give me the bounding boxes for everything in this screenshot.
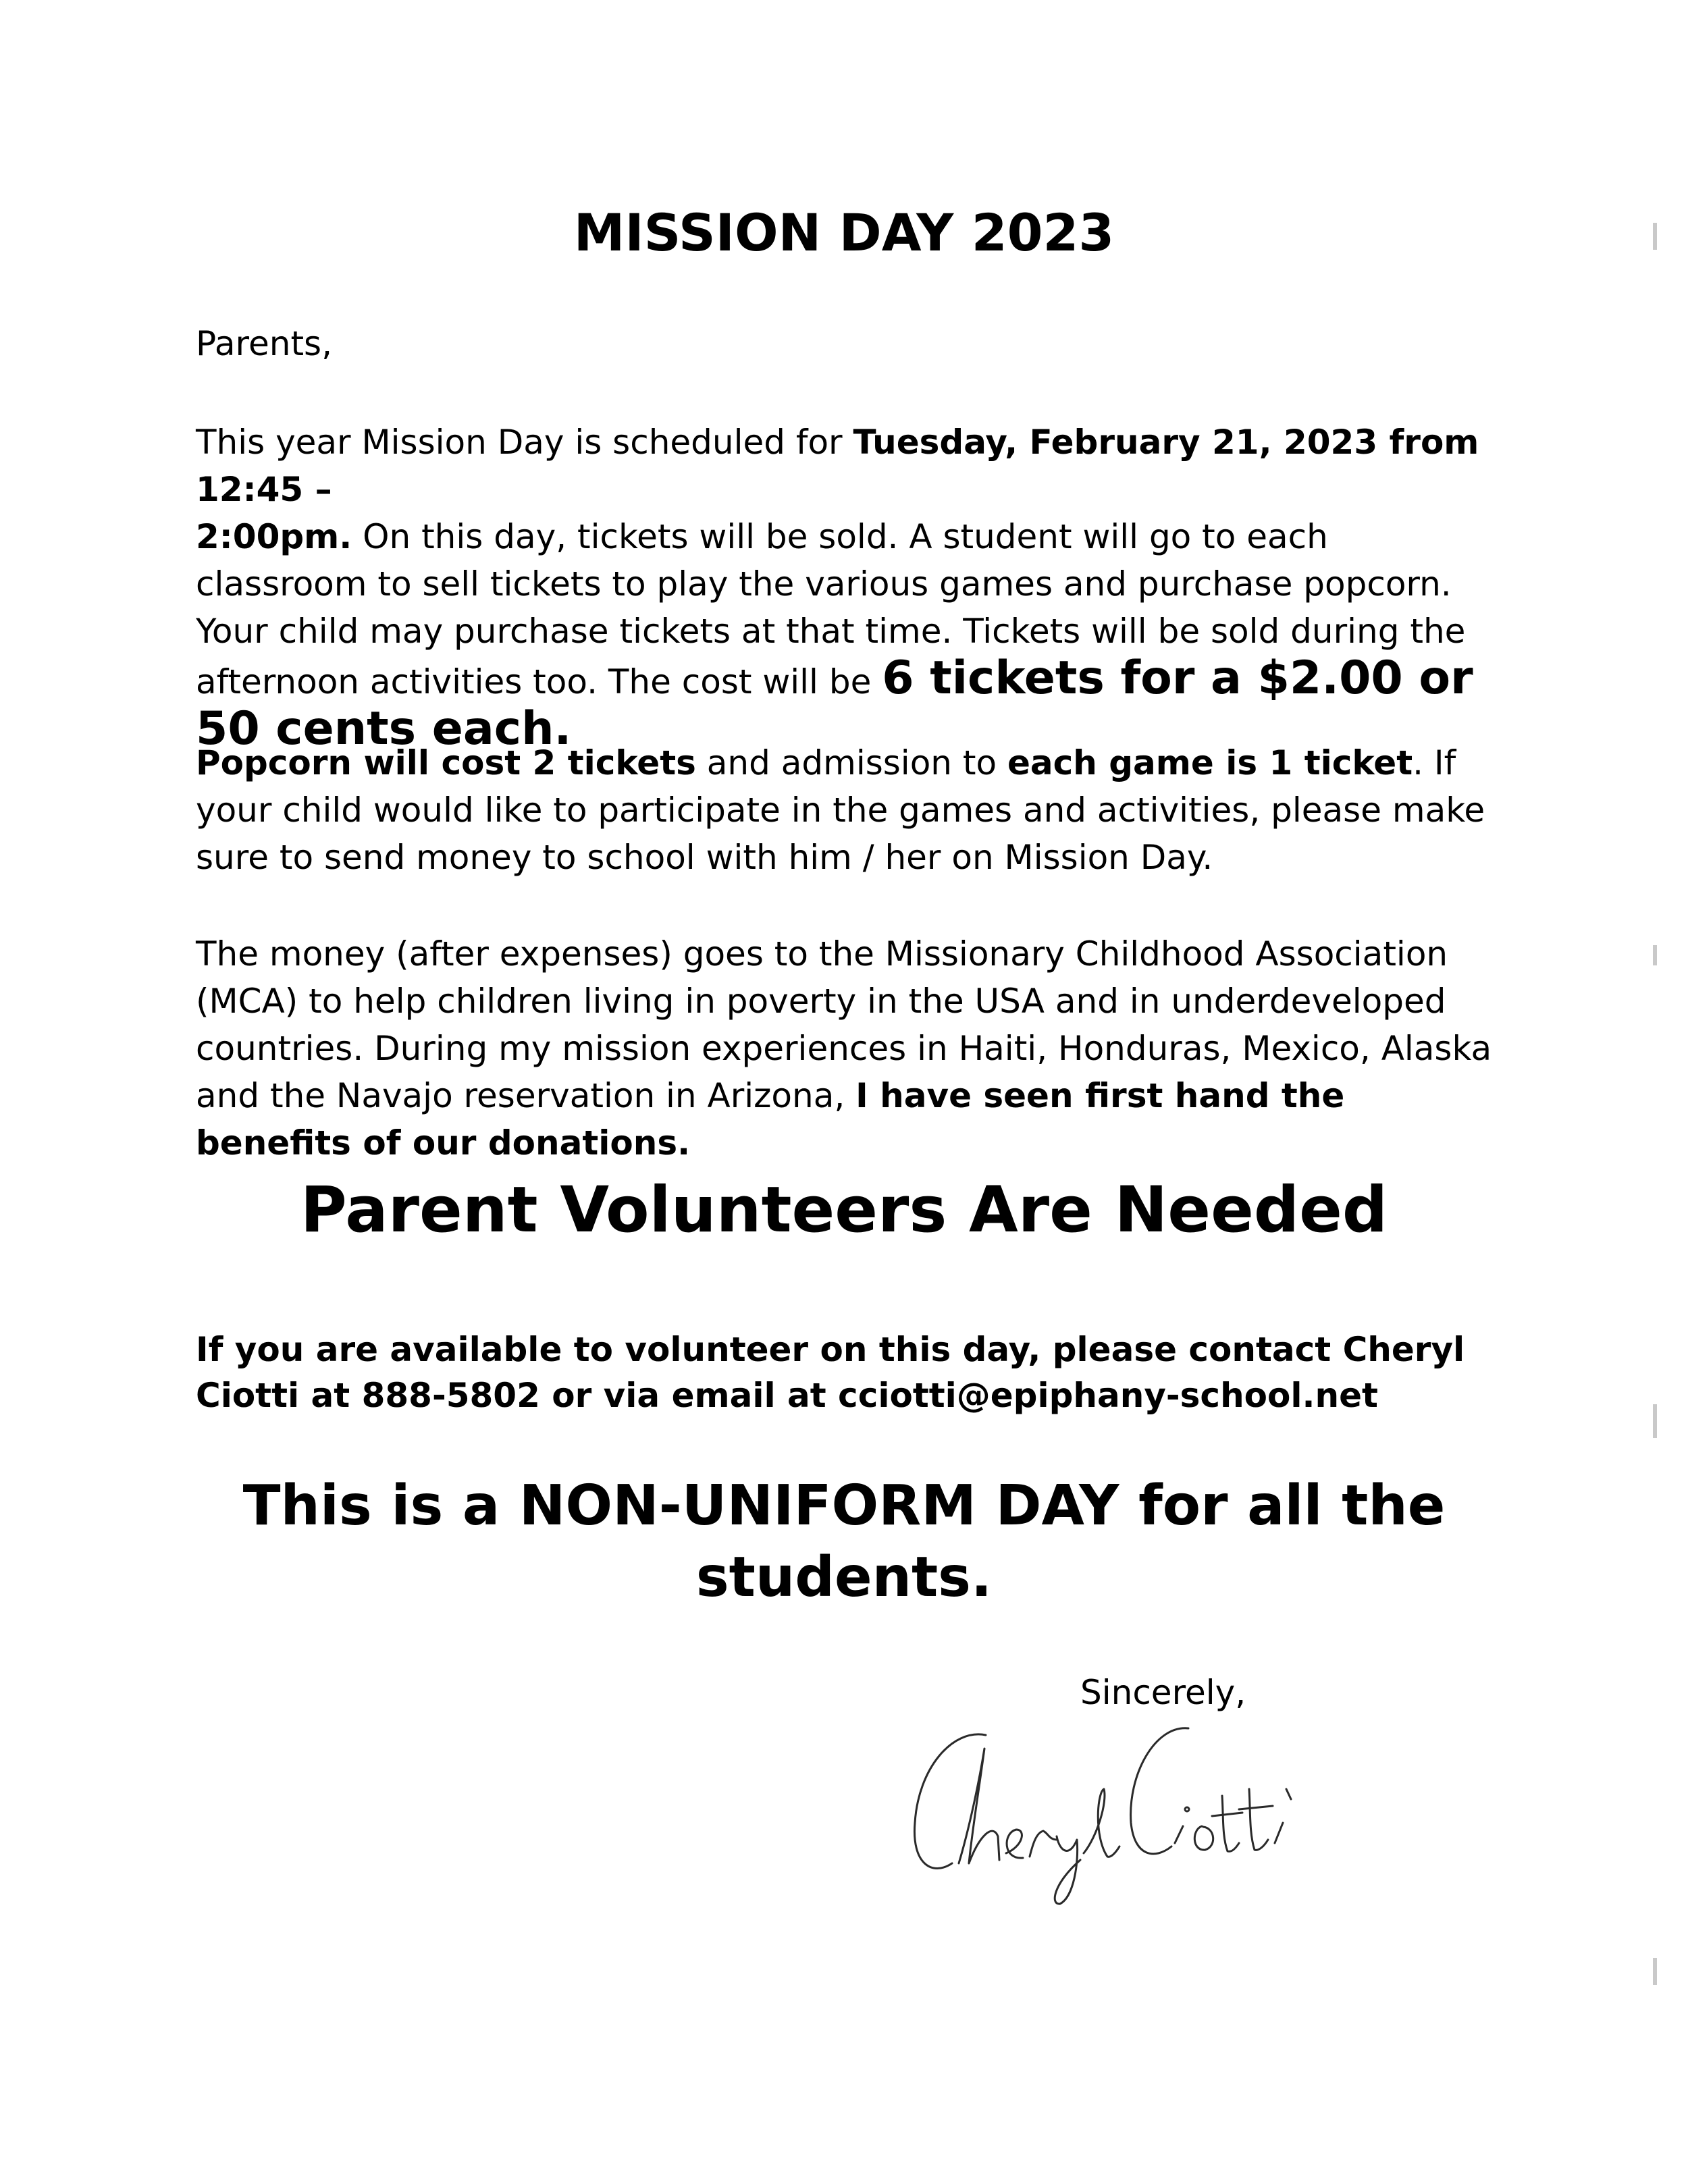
contact-info: If you are available to volunteer on this day, please contact Cheryl Ciotti at 888-5802 or via email at cciotti@epiphany-school.net: [196, 1330, 1465, 1415]
schedule-end-time: 2:00pm.: [196, 517, 352, 556]
non-uniform-line-2: students.: [695, 1545, 993, 1609]
scan-edge-mark: [1653, 1958, 1657, 1985]
schedule-details: On this day, tickets will be sold. A student will go to each classroom to sell tickets to play the various games and purchase popcorn. Your child may purchase tickets at that time. Tickets will be sold during the afternoon activities too. The cost will be: [196, 517, 1466, 701]
paragraph-schedule: [196, 419, 1506, 756]
ticket-cost: 6 tickets for a $2.00 or 50 cents each.: [196, 651, 1473, 755]
signature: [905, 1708, 1431, 1911]
pricing-text-2: . If your child would like to participate in the games and activities, please make sure to send money to school with him / her on Mission Day.: [196, 743, 1485, 877]
scan-edge-mark: [1653, 1404, 1657, 1438]
volunteers-heading: Parent Volunteers Are Needed: [300, 1173, 1388, 1247]
game-cost: each game is 1 ticket: [1007, 743, 1413, 782]
mission-emphasis: I have seen first hand the benefits of our donations.: [196, 1076, 1345, 1163]
scan-edge-mark: [1653, 945, 1657, 965]
paragraph-mission: [196, 930, 1506, 1167]
salutation: Parents,: [196, 324, 333, 363]
scan-edge-mark: [1653, 223, 1657, 250]
non-uniform-line-1: This is a NON-UNIFORM DAY for all the: [242, 1474, 1446, 1538]
popcorn-cost: Popcorn will cost 2 tickets: [196, 743, 696, 782]
pricing-text-1: and admission to: [695, 743, 1007, 782]
schedule-intro: This year Mission Day is scheduled for: [196, 423, 853, 462]
non-uniform-notice: [0, 1470, 1688, 1614]
schedule-date: Tuesday, February 21, 2023 from 12:45 –: [196, 423, 1479, 509]
page-title: MISSION DAY 2023: [573, 203, 1115, 263]
paragraph-pricing: [196, 739, 1506, 881]
mission-text: The money (after expenses) goes to the Missionary Childhood Association (MCA) to help children living in poverty in the USA and in underdeveloped countries. During my mission experiences in Haiti, Honduras, Mexico, Alaska and the Navajo reservation in Arizona,: [196, 934, 1492, 1115]
closing: Sincerely,: [1080, 1673, 1246, 1712]
